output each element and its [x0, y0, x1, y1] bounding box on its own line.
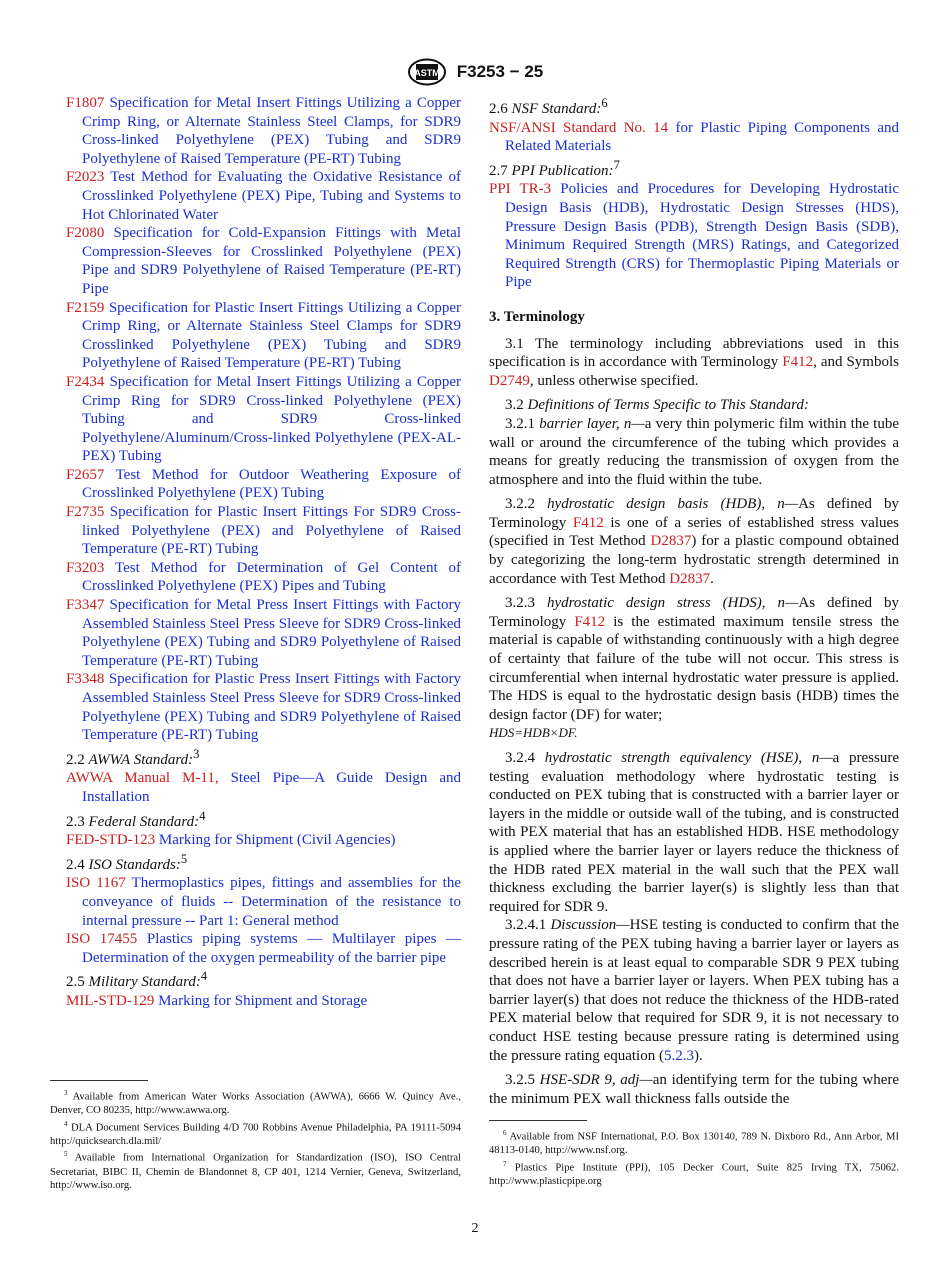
paragraph-3-2-4-1: 3.2.4.1 Discussion—HSE testing is conducted to confirm that the pressure rating of the PEX tubing having a barrier layer or layers as described herein is at least equal to comparable SDR 9 PEX tubing that does not have a barrier layer or layers. When PEX tubing has a barrier layer(s) that does not reduce the thickness of the HDB-rated PEX material below that required for SDR 9, it is not necessary to conduct HSE testing because pressure rating is determined using the pressure rating equation (5.2.3). — [489, 917, 899, 1064]
reference-title-link[interactable]: Specification for Cold-Expansion Fittings with Metal Compression-Sleeves for Crosslinked Polyethylene (PEX) Pipe and SDR9 Polyethylene of Raised Temperature (PE-RT) Pipe — [82, 225, 461, 297]
paragraph-3-2-2: 3.2.2 hydrostatic design basis (HDB), n—As defined by Terminology F412 is one of a series of established stress values (specified in Test Method D2837) for a plastic compound obtained by categorizing the long-term hydrostatic strength determined in accordance with Test Method D2837. — [489, 496, 899, 587]
reference-item — [66, 224, 461, 298]
reference-title-link[interactable]: Test Method for Determination of Gel Content of Crosslinked Polyethylene (PEX) Pipes and Tubing — [82, 559, 462, 595]
document-id: F3253 − 25 — [456, 62, 544, 81]
footnote: $^6$ Available from NSF International, P.O. Box 130140, 789 N. Dixboro Rd., Ann Arbor, MI 48113-0140, http://www.nsf.org. — [489, 1129, 899, 1157]
reference-code-link[interactable]: NSF/ANSI Standard No. 14 — [489, 119, 669, 136]
astm-logo-icon — [407, 58, 447, 86]
right-column — [489, 94, 899, 1108]
paragraph-3-2-1: 3.2.1 barrier layer, n—a very thin polymeric film within the tube wall or around the circumference of the tubing which provides a means for greatly reducing the transmission of oxygen from the atmosphere and into the fluid within the tube. — [489, 415, 899, 488]
reference-title-link[interactable]: Specification for Plastic Insert Fittings Utilizing a Copper Crimp Ring, or Alternate Stainless Steel Clamps for SDR9 Crosslinked Polyethylene (PEX) Tubing and SDR9 Polyethylene of Raised Temperature (PE-RT) Tubing — [82, 299, 461, 372]
reference-item — [66, 831, 461, 850]
section-2-5: 2.5 Military Standard:$^4$ — [66, 969, 208, 991]
footnote: $^5$ Available from International Organization for Standardization (ISO), ISO Central Secretariat, BIBC II, Chemin de Blandonnet 8, CP 401, 1214 Vernier, Geneva, Switzerland, http://www.iso.org. — [50, 1150, 461, 1192]
section-2-4: 2.4 ISO Standards:$^5$ — [66, 851, 188, 873]
footnotes-left — [50, 1080, 461, 1193]
reference-item — [66, 503, 461, 559]
reference-item — [489, 180, 899, 292]
footnote: $^7$ Plastics Pipe Institute (PPI), 105 Decker Court, Suite 825 Irving TX, 75062. http://www.plasticpipe.org — [489, 1159, 900, 1187]
reference-list — [66, 94, 461, 745]
section-2-7: 2.7 PPI Publication:$^7$ — [489, 157, 620, 179]
reference-title-link[interactable]: Plastics piping systems — Multilayer pipes — Determination of the oxygen permeability of the barrier pipe — [82, 931, 462, 966]
footnote: $^3$ Available from American Water Works Association (AWWA), 6666 W. Quincy Ave., Denver, CO 80235, http://www.awwa.org. — [50, 1089, 461, 1117]
reference-item — [66, 874, 461, 930]
reference-code-link[interactable]: F3347 — [66, 597, 105, 614]
footnote: $^4$ DLA Document Services Building 4/D 700 Robbins Avenue Philadelphia, PA 19111-5094 http://quicksearch.dla.mil/ — [50, 1119, 462, 1147]
ref-link-5-2-3[interactable]: 5.2.3 — [663, 1047, 694, 1064]
section-2-3: 2.3 Federal Standard:$^4$ — [66, 808, 206, 830]
reference-item — [66, 466, 461, 503]
reference-code-link[interactable]: MIL-STD-129 — [66, 992, 155, 1009]
reference-title-link[interactable]: Specification for Metal Press Insert Fittings with Factory Assembled Stainless Steel Press Sleeve for SDR9 Cross-linked Polyethylene (PEX) Tubing and SDR9 Polyethylene of Raised Temperature (PE-RT) Tubing — [82, 597, 461, 669]
reference-item — [489, 119, 899, 156]
reference-item — [66, 168, 461, 224]
reference-title-link[interactable]: Policies and Procedures for Developing Hydrostatic Design Basis (HDB), Hydrostatic Design Stresses (HDS), Pressure Design Basis (PDB), Strength Design Basis (SDB), Minimum Required Strength (MRS) Ratings, and Categorized Required Strength (CRS) for Thermoplastic Piping Materials or Pipe — [505, 181, 899, 291]
reference-item — [66, 769, 461, 806]
reference-code-link[interactable]: F2657 — [66, 466, 105, 483]
reference-code-link[interactable]: F2080 — [66, 225, 105, 242]
reference-title-link[interactable]: Steel Pipe—A Guide Design and Installation — [82, 770, 461, 805]
ref-link-f412[interactable]: F412 — [574, 613, 606, 630]
formula-hds: HDS=HDB×DF. — [489, 725, 578, 741]
reference-item — [66, 299, 461, 373]
reference-title-link[interactable]: Specification for Metal Insert Fittings Utilizing a Copper Crimp Ring for SDR9 Cross-linked Polyethylene (PEX) Tubing and SDR9 Cross-linked Polyethylene/Aluminum/Cross-linked Polyethylene (PEX-AL-PEX) Tubing — [82, 373, 462, 465]
page-number: 2 — [471, 1221, 479, 1236]
reference-code-link[interactable]: F3203 — [66, 559, 105, 576]
reference-item — [66, 596, 461, 670]
footnotes-right — [489, 1120, 899, 1188]
reference-title-link[interactable]: Marking for Shipment (Civil Agencies) — [158, 832, 396, 849]
reference-code-link[interactable]: F1807 — [66, 95, 105, 111]
paragraph-3-2-4: 3.2.4 hydrostatic strength equivalency (HSE), n—a pressure testing evaluation methodology where hydrostatic testing is conducted on PEX tubing that is constructed with a barrier layer or layers in the middle or outside wall of the tubing, and is constructed with PEX material that has an established HDB. HSE methodology is applied where the barrier layer or layers reduce the thickness of the HDB rated PEX material in the wall such that the PEX wall thickness excluding the barrier layer(s) is slightly less than that required for SDR 9. — [489, 750, 899, 915]
reference-code-link[interactable]: AWWA Manual M-11, — [66, 770, 219, 787]
paragraph-3-2-3: 3.2.3 hydrostatic design stress (HDS), n—As defined by Terminology F412 is the estimated maximum tensile stress the material is capable of withstanding continuously with a high degree of certainty that failure of the tube will not occur. This stress is circumferential when internal hydrostatic water pressure is applied. The HDS is equal to the hydrostatic design basis (HDB) times the design factor (DF) for water; — [489, 595, 899, 723]
ref-link-d2837[interactable]: D2837 — [669, 570, 711, 587]
reference-code-link[interactable]: F2023 — [66, 169, 105, 186]
reference-code-link[interactable]: PPI TR-3 — [489, 181, 552, 198]
ref-link-f412[interactable]: F412 — [782, 354, 814, 371]
reference-code-link[interactable]: ISO 1167 — [66, 875, 126, 892]
section-heading-terminology: 3. Terminology — [489, 308, 585, 325]
reference-title-link[interactable]: Marking for Shipment and Storage — [158, 992, 368, 1009]
reference-code-link[interactable]: ISO 17455 — [66, 931, 138, 948]
reference-code-link[interactable]: F2735 — [66, 504, 105, 521]
svg-text:ASTM: ASTM — [414, 68, 440, 78]
section-2-2: 2.2 AWWA Standard:$^3$ — [66, 746, 200, 768]
paragraph-3-1: 3.1 The terminology including abbreviations used in this specification is in accordance with Terminology F412, and Symbols D2749, unless otherwise specified. — [489, 335, 899, 389]
reference-item — [66, 559, 461, 596]
reference-item — [66, 992, 461, 1011]
footnote-divider — [50, 1080, 148, 1081]
paragraph-3-2: 3.2 Definitions of Terms Specific to This Standard: — [505, 397, 809, 414]
reference-title-link[interactable]: Specification for Plastic Press Insert Fittings with Factory Assembled Stainless Steel Press Sleeve for SDR9 Cross-linked Polyethylene (PEX) Tubing and SDR9 Polyethylene of Raised Temperature (PE-RT) Tubing — [82, 671, 461, 744]
reference-item — [66, 94, 461, 168]
ref-link-f412[interactable]: F412 — [572, 514, 604, 531]
reference-code-link[interactable]: F2159 — [66, 299, 105, 316]
reference-item — [66, 930, 461, 967]
ref-link-d2837[interactable]: D2837 — [650, 533, 692, 550]
ref-link-d2749[interactable]: D2749 — [489, 372, 530, 389]
reference-item — [66, 373, 461, 466]
footnote-divider — [489, 1120, 587, 1121]
section-2-6: 2.6 NSF Standard:$^6$ — [489, 96, 608, 117]
reference-title-link[interactable]: Specification for Plastic Insert Fittings For SDR9 Cross-linked Polyethylene (PEX) and Polyethylene of Raised Temperature (PE-RT) Tubing — [82, 504, 461, 558]
reference-title-link[interactable]: Thermoplastics pipes, fittings and assemblies for the conveyance of fluids -- Determination of the resistance to internal pressure -- Part 1: General method — [82, 875, 461, 929]
reference-item — [66, 670, 461, 744]
paragraph-3-2-5: 3.2.5 HSE-SDR 9, adj—an identifying term for the tubing where the minimum PEX wall thickness falls outside the — [489, 1072, 900, 1107]
reference-title-link[interactable]: Test Method for Outdoor Weathering Exposure of Crosslinked Polyethylene (PEX) Tubing — [82, 466, 462, 502]
reference-title-link[interactable]: for Plastic Piping Components and Related Materials — [505, 119, 899, 155]
reference-title-link[interactable]: Test Method for Evaluating the Oxidative Resistance of Crosslinked Polyethylene (PEX) Pipe, Tubing and Systems to Hot Chlorinated Water — [82, 169, 461, 223]
reference-code-link[interactable]: F3348 — [66, 671, 105, 688]
left-column — [66, 94, 461, 1011]
reference-title-link[interactable]: Specification for Metal Insert Fittings Utilizing a Copper Crimp Ring, or Alternate Stainless Steel Clamps, for SDR9 Cross-linked Polyethylene (PEX) Tubing and SDR9 Polyethylene of Raised Temperature (PE-RT) Tubing — [82, 95, 462, 167]
reference-code-link[interactable]: F2434 — [66, 373, 105, 390]
page-header — [0, 58, 950, 86]
reference-code-link[interactable]: FED-STD-123 — [66, 832, 156, 849]
